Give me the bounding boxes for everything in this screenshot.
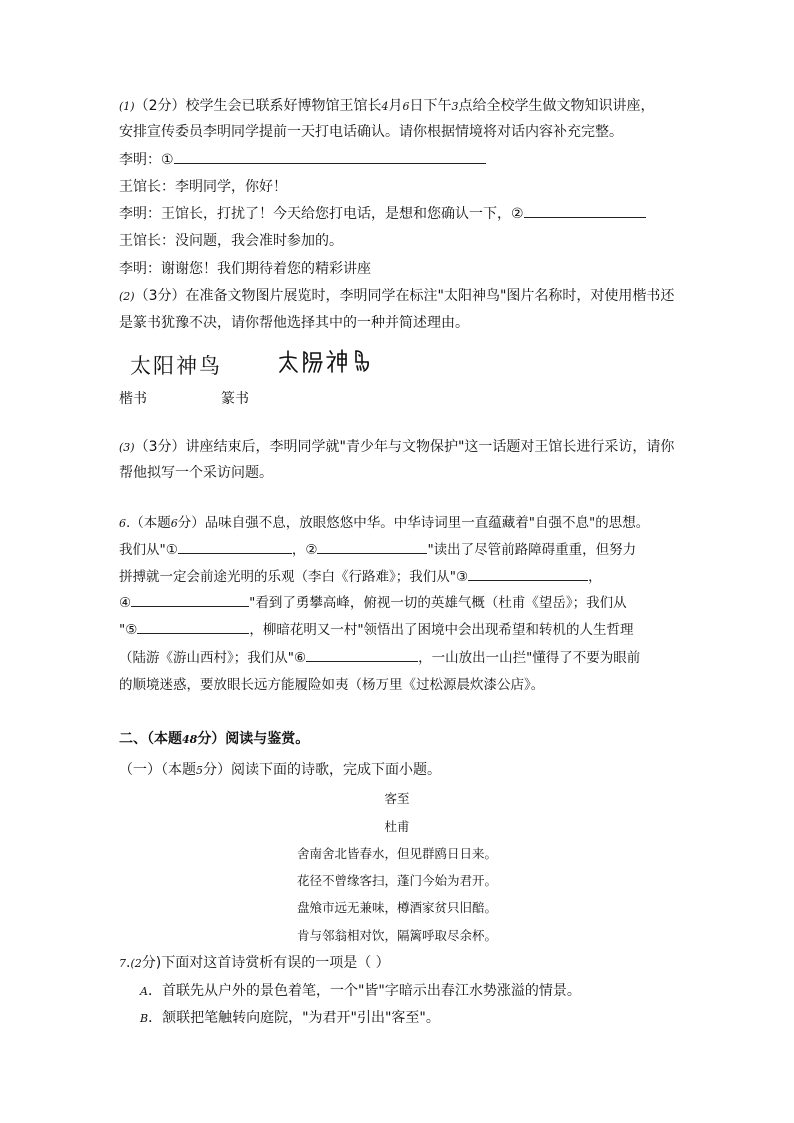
poem-line-3: 盘飧市远无兼味，樽酒家贫只旧醅。	[296, 900, 497, 915]
q6-line7: 的顺境迷惑，要放眼长远方能履险如夷（杨万里《过松源晨炊漆公店》。	[119, 677, 545, 693]
q7-stem: 7.(2分)下面对这首诗赏析有误的一项是（ ）	[119, 955, 390, 971]
q6-line6: （陆游《游山西村》；我们从"⑥ ，一山放出一山拦"懂得了不要为眼前	[119, 650, 641, 666]
q5-part1-line2: 安排宣传委员李明同学提前一天打电话确认。请你根据情境将对话内容补充完整。	[119, 124, 623, 140]
answer-blank-1[interactable]	[174, 151, 486, 164]
poem-title: 客至	[384, 791, 410, 806]
q5-part2-number: (2)	[119, 290, 135, 303]
q7-number: 7	[119, 957, 126, 970]
q6-line2: 我们从"① ，② "读出了尽管前路障碍重重，但努力	[119, 542, 637, 558]
q6-line1: 6.（本题6分）品味自强不息，放眼悠悠中华。中华诗词里一直蕴藏着"自强不息"的思想。	[119, 515, 650, 531]
label-zhuanshu: 篆书	[221, 391, 249, 407]
dialogue-wang-1: 王馆长：李明同学，你好！	[119, 179, 287, 195]
blank-marker-2: ②	[511, 206, 524, 222]
dialogue-wang-2: 王馆长：没问题，我会准时参加的。	[119, 233, 343, 249]
q6-line5: "⑤ ，柳暗花明又一村"领悟出了困境中会出现希望和转机的人生哲理	[119, 622, 634, 638]
q6-line3: 拼搏就一定会前途光明的乐观（李白《行路难》；我们从"③ ，	[119, 569, 602, 585]
poem-line-1: 舍南舍北皆春水，但见群鸥日日来。	[296, 846, 497, 861]
q7-option-b[interactable]: B．颔联把笔触转向庭院，"为君开"引出"客至"。	[140, 1010, 440, 1026]
q6-number: 6	[119, 517, 126, 530]
q5-part3-line2: 帮他拟写一个采访问题。	[119, 465, 273, 481]
q5-part3-line1: (3)（3分）讲座结束后，李明同学就"青少年与文物保护"这一话题对王馆长进行采访，请你	[119, 439, 675, 455]
q7-option-a[interactable]: A．首联先从户外的景色着笔，一个"皆"字暗示出春江水势涨溢的情景。	[140, 983, 581, 999]
dialogue-liming-3: 李明：谢谢您！我们期待着您的精彩讲座	[119, 261, 371, 277]
poem-line-2: 花径不曾缘客扫，蓬门今始为君开。	[296, 873, 497, 888]
dialogue-liming-2: 李明：王馆长，打扰了！今天给您打电话，是想和您确认一下，②	[119, 204, 646, 224]
subsection-one-title: （一）（本题5分）阅读下面的诗歌，完成下面小题。	[119, 762, 441, 778]
q5-part1-number: (1)	[119, 100, 135, 113]
poem-blank-3[interactable]	[468, 568, 588, 581]
dialogue-liming-1: 李明：①	[119, 150, 486, 170]
q5-part2-line1: (2)（3分）在准备文物图片展览时，李明同学在标注"太阳神鸟"图片名称时，对使用楷书还	[119, 288, 675, 304]
kaishu-sample: 太阳神鸟	[130, 354, 222, 378]
q5-part1-line1: (1)（2分）校学生会已联系好博物馆王馆长4月6日下午3点给全校学生做文物知识讲座，	[119, 98, 655, 114]
poem-blank-1[interactable]	[178, 541, 292, 554]
section-two-title: 二、（本题48分）阅读与鉴赏。	[119, 731, 310, 747]
q6-line4: ④ "看到了勇攀高峰，俯视一切的英雄气概（杜甫《望岳》；我们从	[119, 595, 627, 611]
blank-marker-1: ①	[161, 152, 174, 168]
zhuanshu-sample-image	[278, 348, 374, 374]
q5-part2-line2: 是篆书犹豫不决，请你帮他选择其中的一种并简述理由。	[119, 315, 469, 331]
poem-blank-5[interactable]	[137, 621, 249, 634]
poem-author: 杜甫	[384, 819, 410, 834]
poem-line-4: 肯与邻翁相对饮，隔篱呼取尽余杯。	[296, 928, 497, 943]
poem-blank-4[interactable]	[131, 594, 249, 607]
poem-blank-6[interactable]	[306, 649, 418, 662]
label-kaishu: 楷书	[119, 391, 147, 407]
answer-blank-2[interactable]	[524, 205, 646, 218]
poem-blank-2[interactable]	[317, 541, 427, 554]
q5-part3-number: (3)	[119, 441, 135, 454]
